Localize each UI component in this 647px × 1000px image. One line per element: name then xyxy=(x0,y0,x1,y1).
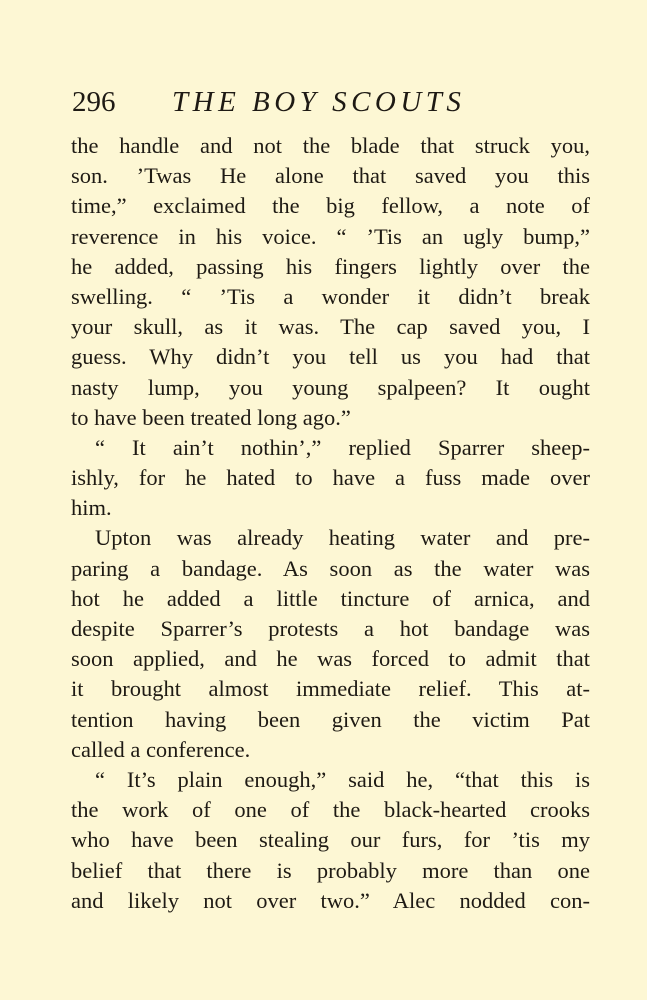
text-line: tention having been given the victim Pat xyxy=(71,706,590,732)
text-line: who have been stealing our furs, for ’tis my xyxy=(71,827,590,853)
body-text xyxy=(71,131,590,916)
text-line: it brought almost immediate relief. This at- xyxy=(71,676,590,702)
text-line: the work of one of the black-hearted crooks xyxy=(71,797,590,823)
text-line: ishly, for he hated to have a fuss made over xyxy=(71,465,590,491)
text-line: nasty lump, you young spalpeen? It ought xyxy=(71,374,590,400)
text-line: and likely not over two.” Alec nodded con- xyxy=(71,887,590,913)
text-line: called a conference. xyxy=(71,736,251,762)
text-line: him. xyxy=(71,495,112,521)
text-line: reverence in his voice. “ ’Tis an ugly bump,” xyxy=(71,223,590,249)
text-line: he added, passing his fingers lightly over the xyxy=(71,253,590,279)
text-line: paring a bandage. As soon as the water was xyxy=(71,555,590,581)
text-line: soon applied, and he was forced to admit that xyxy=(71,646,590,672)
text-line: time,” exclaimed the big fellow, a note of xyxy=(71,193,590,219)
text-line: to have been treated long ago.” xyxy=(71,404,351,430)
text-line: Upton was already heating water and pre- xyxy=(95,525,590,551)
text-line: son. ’Twas He alone that saved you this xyxy=(71,163,590,189)
text-line: the handle and not the blade that struck you, xyxy=(71,133,590,158)
running-head xyxy=(72,82,497,122)
running-title: THE BOY SCOUTS xyxy=(172,86,466,118)
text-line: swelling. “ ’Tis a wonder it didn’t break xyxy=(71,283,590,309)
text-line: guess. Why didn’t you tell us you had that xyxy=(71,344,590,370)
text-line: despite Sparrer’s protests a hot bandage was xyxy=(71,616,590,641)
text-line: “ It ain’t nothin’,” replied Sparrer sheep- xyxy=(95,434,590,460)
text-line: “ It’s plain enough,” said he, “that this is xyxy=(95,766,590,792)
page-number: 296 xyxy=(72,86,116,118)
text-line: your skull, as it was. The cap saved you, I xyxy=(71,314,590,340)
text-line: belief that there is probably more than one xyxy=(71,857,590,883)
text-line: hot he added a little tincture of arnica, and xyxy=(71,585,590,611)
